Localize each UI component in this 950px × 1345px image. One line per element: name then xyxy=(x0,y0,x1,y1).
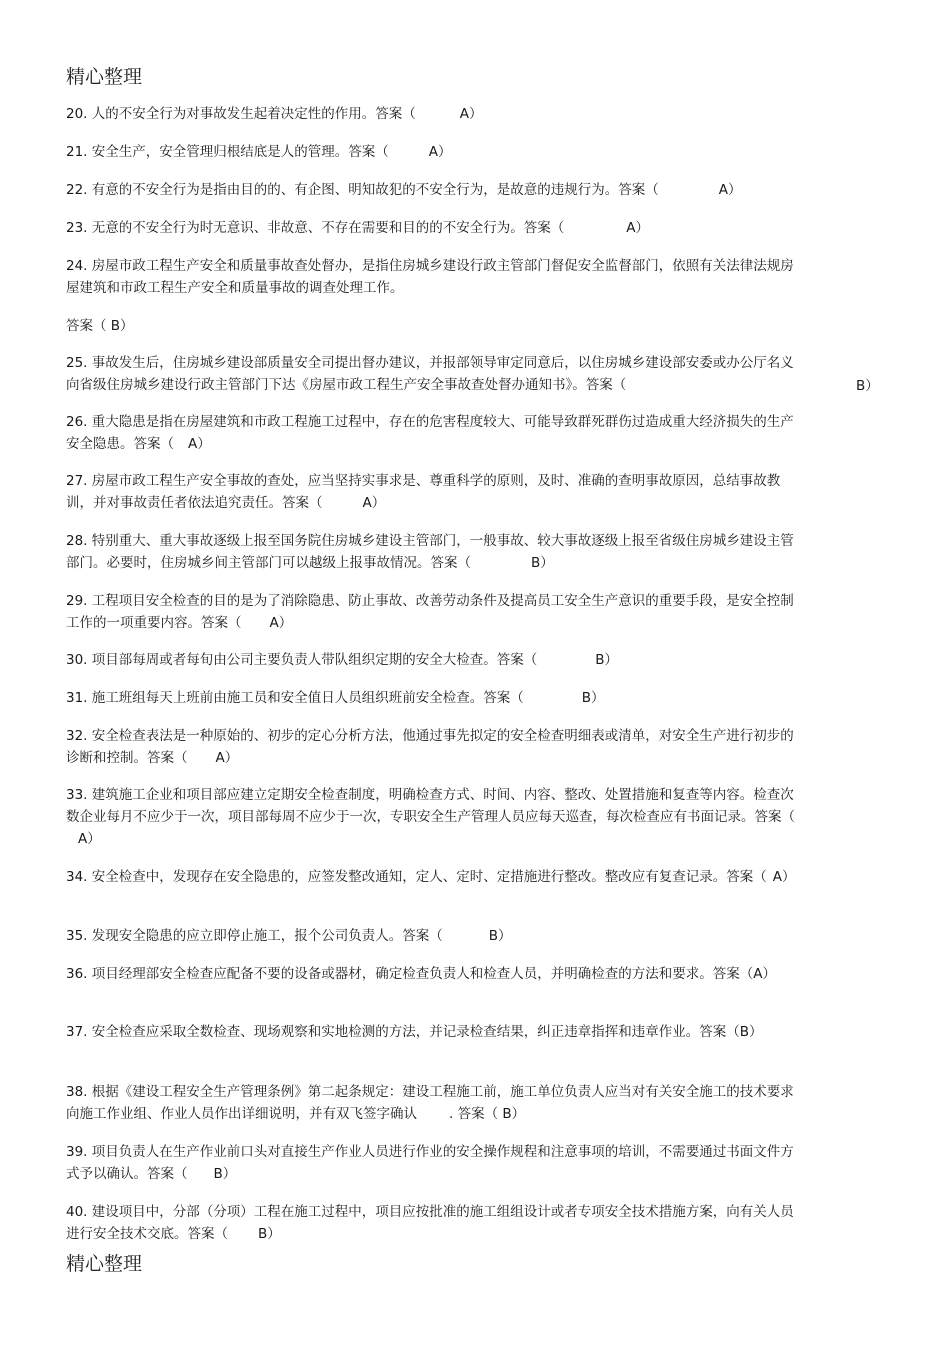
question-answer: A） xyxy=(188,436,211,452)
question-28 xyxy=(66,530,806,574)
question-answer: A） xyxy=(428,144,452,160)
question-text: 39. 项目负责人在生产作业前口头对直接生产作业人员进行作业的安全操作规程和注意事项的培训，不需要通过书面文件方式予以确认。答案（ xyxy=(66,1144,794,1182)
page-footer: 精心整理 xyxy=(66,1253,143,1275)
question-24-answer xyxy=(66,315,806,337)
question-answer: . 答案（ B） xyxy=(449,1106,526,1122)
question-38 xyxy=(66,1081,806,1125)
question-39 xyxy=(66,1141,806,1185)
question-text: 35. 发现安全隐患的应立即停止施工，报个公司负责人。答案（ xyxy=(66,928,443,944)
question-20 xyxy=(66,103,806,125)
question-answer: A） xyxy=(459,106,483,122)
question-26 xyxy=(66,411,806,455)
question-32 xyxy=(66,725,806,769)
question-text: 30. 项目部每周或者每旬由公司主要负责人带队组织定期的安全大检查。答案（ xyxy=(66,652,538,668)
question-text: 32. 安全检查表法是一种原始的、初步的定心分析方法，他通过事先拟定的安全检查明细表或清单，对安全生产进行初步的诊断和控制。答案（ xyxy=(66,728,794,766)
question-21 xyxy=(66,141,806,163)
question-answer: B） xyxy=(213,1166,237,1182)
question-answer: A） xyxy=(753,966,777,982)
question-text: 24. 房屋市政工程生产安全和质量事故查处督办，是指住房城乡建设行政主管部门督促安全监督部门，依照有关法律法规房屋建筑和市政工程生产安全和质量事故的调查处理工作。 xyxy=(66,258,794,296)
question-25 xyxy=(66,352,806,396)
question-35 xyxy=(66,925,806,947)
question-33 xyxy=(66,784,806,850)
question-40 xyxy=(66,1201,806,1245)
question-answer: B） xyxy=(531,555,554,571)
question-30 xyxy=(66,649,806,671)
question-text: 34. 安全检查中，发现存在安全隐患的，应签发整改通知，定人、定时、定措施进行整改。整改应有复查记录。答案（ xyxy=(66,869,767,885)
question-text: 36. 项目经理部安全检查应配备不要的设备或器材，确定检查负责人和检查人员，并明确检查的方法和要求。答案（ xyxy=(66,966,754,982)
question-answer: B） xyxy=(739,1024,763,1040)
question-text: 29. 工程项目安全检查的目的是为了消除隐患、防止事故、改善劳动条件及提高员工安全生产意识的重要手段，是安全控制工作的一项重要内容。答案（ xyxy=(66,593,794,631)
question-text: 38. 根据《建设工程安全生产管理条例》第二起条规定：建设工程施工前，施工单位负责人应当对有关安全施工的技术要求向施工作业组、作业人员作出详细说明，并有双飞签字确认 xyxy=(66,1084,794,1122)
question-answer: A） xyxy=(626,220,650,236)
question-text: 25. 事故发生后，住房城乡建设部质量安全司提出督办建议，并报部领导审定同意后，以住房城乡建设部安委或办公厅名义向省级住房城乡建设行政主管部门下达《房屋市政工程生产安全事故查处督办通知书》。答案（ xyxy=(66,355,794,393)
question-answer: A） xyxy=(362,495,386,511)
question-text: 33. 建筑施工企业和项目部应建立定期安全检查制度，明确检查方式、时间、内容、整改、处置措施和复查等内容。检查次数企业每月不应少于一次，项目部每周不应少于一次，专职安全生产管理人员应每天巡查，每次检查应有书面记录。答案（ xyxy=(66,787,795,825)
question-answer: 答案（ B） xyxy=(66,318,134,334)
question-text: 31. 施工班组每天上班前由施工员和安全值日人员组织班前安全检查。答案（ xyxy=(66,690,524,706)
question-answer: B） xyxy=(488,928,512,944)
question-37 xyxy=(66,1021,806,1043)
question-text: 20. 人的不安全行为对事故发生起着决定性的作用。答案（ xyxy=(66,106,416,122)
question-text: 37. 安全检查应采取全数检查、现场观察和实地检测的方法，并记录检查结果，纠正违章指挥和违章作业。答案（ xyxy=(66,1024,740,1040)
question-answer: A） xyxy=(718,182,742,198)
question-22 xyxy=(66,179,826,201)
question-text: 40. 建设项目中，分部（分项）工程在施工过程中，项目应按批准的施工组组设计或者专项安全技术措施方案，向有关人员进行安全技术交底。答案（ xyxy=(66,1204,794,1242)
question-text: 23. 无意的不安全行为时无意识、非故意、不存在需要和目的的不安全行为。答案（ xyxy=(66,220,565,236)
page-header: 精心整理 xyxy=(66,66,143,88)
question-answer: B） xyxy=(581,690,605,706)
question-36 xyxy=(66,963,806,985)
question-text: 21. 安全生产，安全管理归根结底是人的管理。答案（ xyxy=(66,144,389,160)
question-31 xyxy=(66,687,806,709)
question-answer: A） xyxy=(772,869,796,885)
question-answer: A） xyxy=(78,831,101,847)
question-answer: A） xyxy=(269,615,293,631)
question-23 xyxy=(66,217,806,239)
question-34 xyxy=(66,866,806,888)
question-25-answer: B） xyxy=(856,378,879,394)
question-answer: B） xyxy=(595,652,619,668)
question-27 xyxy=(66,470,806,514)
question-text: 27. 房屋市政工程生产安全事故的查处，应当坚持实事求是、尊重科学的原则，及时、准确的查明事故原因，总结事故教训，并对事故责任者依法追究责任。答案（ xyxy=(66,473,781,511)
question-text: 28. 特别重大、重大事故逐级上报至国务院住房城乡建设主管部门，一般事故、较大事故逐级上报至省级住房城乡建设主管部门。必要时，住房城乡间主管部门可以越级上报事故情况。答案（ xyxy=(66,533,794,571)
question-answer: A） xyxy=(215,750,239,766)
question-29 xyxy=(66,590,806,634)
question-answer: B） xyxy=(258,1226,281,1242)
question-text: 22. 有意的不安全行为是指由目的的、有企图、明知故犯的不安全行为，是故意的违规行为。答案（ xyxy=(66,182,659,198)
question-24 xyxy=(66,255,806,299)
question-text: 26. 重大隐患是指在房屋建筑和市政工程施工过程中，存在的危害程度较大、可能导致群死群伤过造成重大经济损失的生产安全隐患。答案（ xyxy=(66,414,794,452)
